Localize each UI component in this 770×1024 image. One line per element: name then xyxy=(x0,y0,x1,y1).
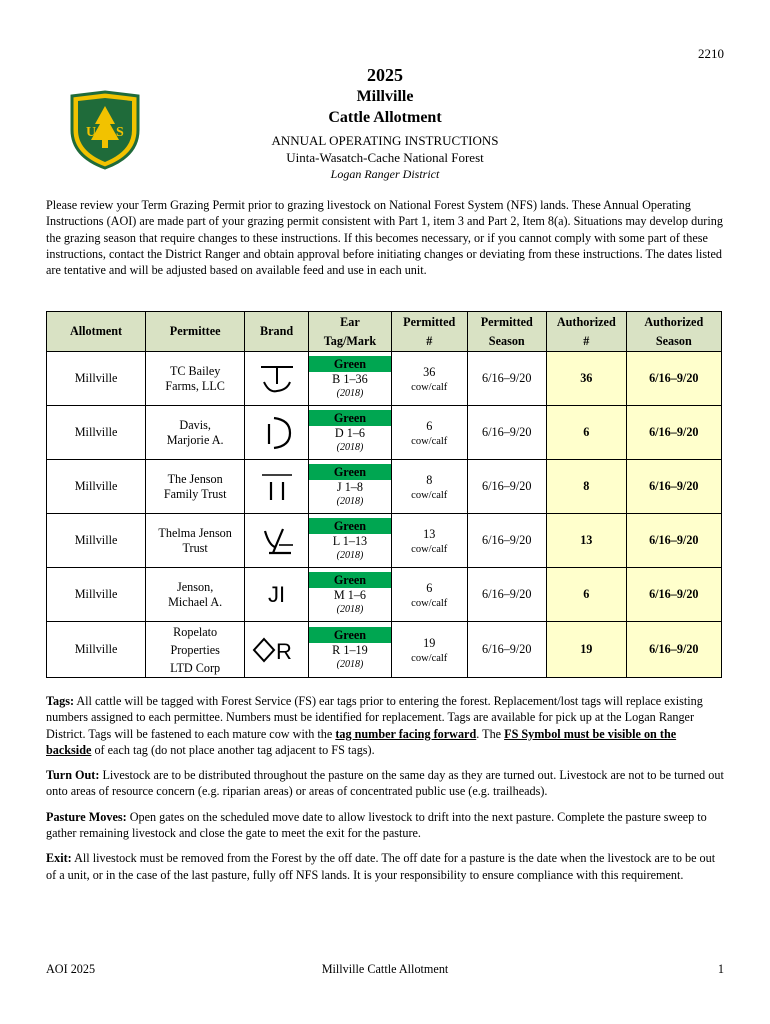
footer-center: Millville Cattle Allotment xyxy=(321,962,449,976)
permitted-season-cell: 6/16–9/20 xyxy=(467,568,546,622)
permitted-season-cell: 6/16–9/20 xyxy=(467,406,546,460)
ear-tag-cell: Green M 1–6 (2018) xyxy=(308,568,391,622)
permitted-number-cell: 6 cow/calf xyxy=(391,568,467,622)
allotment-name-line1: Millville xyxy=(356,88,414,105)
allotment-cell: Millville xyxy=(47,352,146,406)
permitted-number-cell: 36 cow/calf xyxy=(391,352,467,406)
authorized-season-cell: 6/16–9/20 xyxy=(626,460,721,514)
exit-label: Exit: xyxy=(46,851,72,866)
turnout-label: Turn Out: xyxy=(46,768,100,783)
district-name: Logan Ranger District xyxy=(330,167,440,181)
ear-tag-cell: Green L 1–13 (2018) xyxy=(308,514,391,568)
permittee-cell: Davis, Marjorie A. xyxy=(146,406,245,460)
permitted-number-cell: 8 cow/calf xyxy=(391,460,467,514)
col-allotment: Allotment xyxy=(47,312,146,352)
brand-cell xyxy=(245,514,309,568)
forest-name: Uinta-Wasatch-Cache National Forest xyxy=(286,150,484,165)
table-row xyxy=(47,568,722,622)
authorized-season-cell: 6/16–9/20 xyxy=(626,622,721,678)
brand-yl-icon xyxy=(257,523,297,559)
page-number: 1 xyxy=(717,962,724,976)
table-row xyxy=(47,406,722,460)
permittee-cell: The Jenson Family Trust xyxy=(146,460,245,514)
pasture-moves-section: Pasture Moves: Open gates on the scheduled move date to allow livestock to drift into the next pasture. Complete the pasture sweep to gather remaining livestock and close the gate to meet the exit for the pasture. xyxy=(46,809,707,841)
instruction-sections xyxy=(46,693,724,892)
document-year: 2025 xyxy=(367,65,403,85)
form-number: 2210 xyxy=(698,46,724,61)
ear-tag-cell: Green B 1–36 (2018) xyxy=(308,352,391,406)
brand-t-hook-icon xyxy=(257,362,297,396)
fs-symbol-visible: FS Symbol must be visible on the backside xyxy=(46,726,677,757)
turnout-section: Turn Out: Livestock are to be distributed throughout the pasture on the same day as they are turned out. Livestock are not to be turned out onto areas of resource concern (e.g. riparian areas) or areas of concentrated public use (e.g. trailheads). xyxy=(46,768,724,799)
permittee-cell: TC Bailey Farms, LLC xyxy=(146,352,245,406)
allotment-cell: Millville xyxy=(47,622,146,678)
allotment-name-line2: Cattle Allotment xyxy=(328,109,442,126)
brand-cell xyxy=(245,460,309,514)
permitted-number-cell: 13 cow/calf xyxy=(391,514,467,568)
authorized-season-cell: 6/16–9/20 xyxy=(626,514,721,568)
permitted-number-cell: 19 cow/calf xyxy=(391,622,467,678)
permitted-season-cell: 6/16–9/20 xyxy=(467,622,546,678)
ear-tag-cell: Green J 1–8 (2018) xyxy=(308,460,391,514)
authorized-season-cell: 6/16–9/20 xyxy=(626,352,721,406)
tag-number-facing-forward: tag number facing forward xyxy=(335,726,477,741)
permitted-season-cell: 6/16–9/20 xyxy=(467,514,546,568)
document-subtitle: ANNUAL OPERATING INSTRUCTIONS xyxy=(271,133,499,148)
col-brand: Brand xyxy=(245,312,309,352)
permitted-number-cell: 6 cow/calf xyxy=(391,406,467,460)
col-authorized-season: Authorized Season xyxy=(626,312,721,352)
brand-r-letter: R xyxy=(275,638,292,664)
permittee-cell: Ropelato Properties LTD Corp xyxy=(146,622,245,678)
permitted-season-cell: 6/16–9/20 xyxy=(467,352,546,406)
authorized-number-cell: 19 xyxy=(547,622,627,678)
brand-cell xyxy=(245,352,309,406)
authorized-number-cell: 36 xyxy=(547,352,627,406)
permittee-cell: Jenson, Michael A. xyxy=(146,568,245,622)
table-row xyxy=(47,352,722,406)
brand-bar-ii-icon xyxy=(257,470,297,504)
brand-ji-glyph: JI xyxy=(268,581,286,607)
logo-letter-s: S xyxy=(116,125,124,140)
brand-cell xyxy=(245,406,309,460)
authorized-number-cell: 6 xyxy=(547,568,627,622)
logo-letter-u: U xyxy=(86,125,97,140)
ear-tag-cell: Green D 1–6 (2018) xyxy=(308,406,391,460)
table-row xyxy=(47,622,722,678)
authorized-season-cell: 6/16–9/20 xyxy=(626,568,721,622)
table-row xyxy=(47,514,722,568)
allotment-cell: Millville xyxy=(47,568,146,622)
permitted-season-cell: 6/16–9/20 xyxy=(467,460,546,514)
table-header-row xyxy=(47,312,722,352)
tags-label: Tags: xyxy=(46,694,74,708)
allotment-table xyxy=(46,311,722,678)
authorized-number-cell: 6 xyxy=(547,406,627,460)
col-permittee: Permittee xyxy=(146,312,245,352)
authorized-number-cell: 13 xyxy=(547,514,627,568)
footer-left: AOI 2025 xyxy=(46,962,96,976)
allotment-cell: Millville xyxy=(47,406,146,460)
brand-cell xyxy=(245,622,309,678)
tags-section: Tags: All cattle will be tagged with Forest Service (FS) ear tags prior to entering the forest. Replacement/lost tags will replace existing numbers assigned to each permittee. Numbers must be identified for replacement. Tags are available for pick up at the Logan Ranger District. Tags will be fastened to each mature cow with the tag number facing forward. The FS Symbol must be visible on the backside of each tag (do not place another tag adjacent to FS tags). xyxy=(46,694,703,757)
allotment-cell: Millville xyxy=(47,514,146,568)
allotment-cell: Millville xyxy=(47,460,146,514)
col-permitted-number: Permitted # xyxy=(391,312,467,352)
col-ear-tag: Ear Tag/Mark xyxy=(308,312,391,352)
table-row xyxy=(47,460,722,514)
col-permitted-season: Permitted Season xyxy=(467,312,546,352)
col-authorized-number: Authorized # xyxy=(547,312,627,352)
pasture-moves-label: Pasture Moves: xyxy=(46,809,127,824)
brand-cell xyxy=(245,568,309,622)
ear-tag-cell: Green R 1–19 (2018) xyxy=(308,622,391,678)
document-header xyxy=(0,64,770,183)
intro-paragraph: Please review your Term Grazing Permit prior to grazing livestock on National Forest System (NFS) lands. These Annual Operating Instructions (AOI) are made part of your grazing permit consistent with Part 1, item 3 and Part 2, Item 8(a). Situations may develop during the grazing season that require changes to these instructions. If this becomes necessary, or if you cannot comply with some part of these instructions, contact the District Ranger and obtain approval before initiating changes or deviating from these instructions. The dates listed are tentative and will be adjusted based on available feed and use in each unit. xyxy=(46,198,723,278)
brand-diamond-r-icon xyxy=(252,635,302,665)
authorized-number-cell: 8 xyxy=(547,460,627,514)
brand-bar-d-icon xyxy=(257,414,297,452)
exit-section: Exit: All livestock must be removed from the Forest by the off date. The off date for a pasture is the date when the livestock are to be out of a unit, or in the case of the last pasture, fully off NFS lands. It is your responsibility to ensure compliance with this requirement. xyxy=(46,851,716,882)
authorized-season-cell: 6/16–9/20 xyxy=(626,406,721,460)
permittee-cell: Thelma Jenson Trust xyxy=(146,514,245,568)
